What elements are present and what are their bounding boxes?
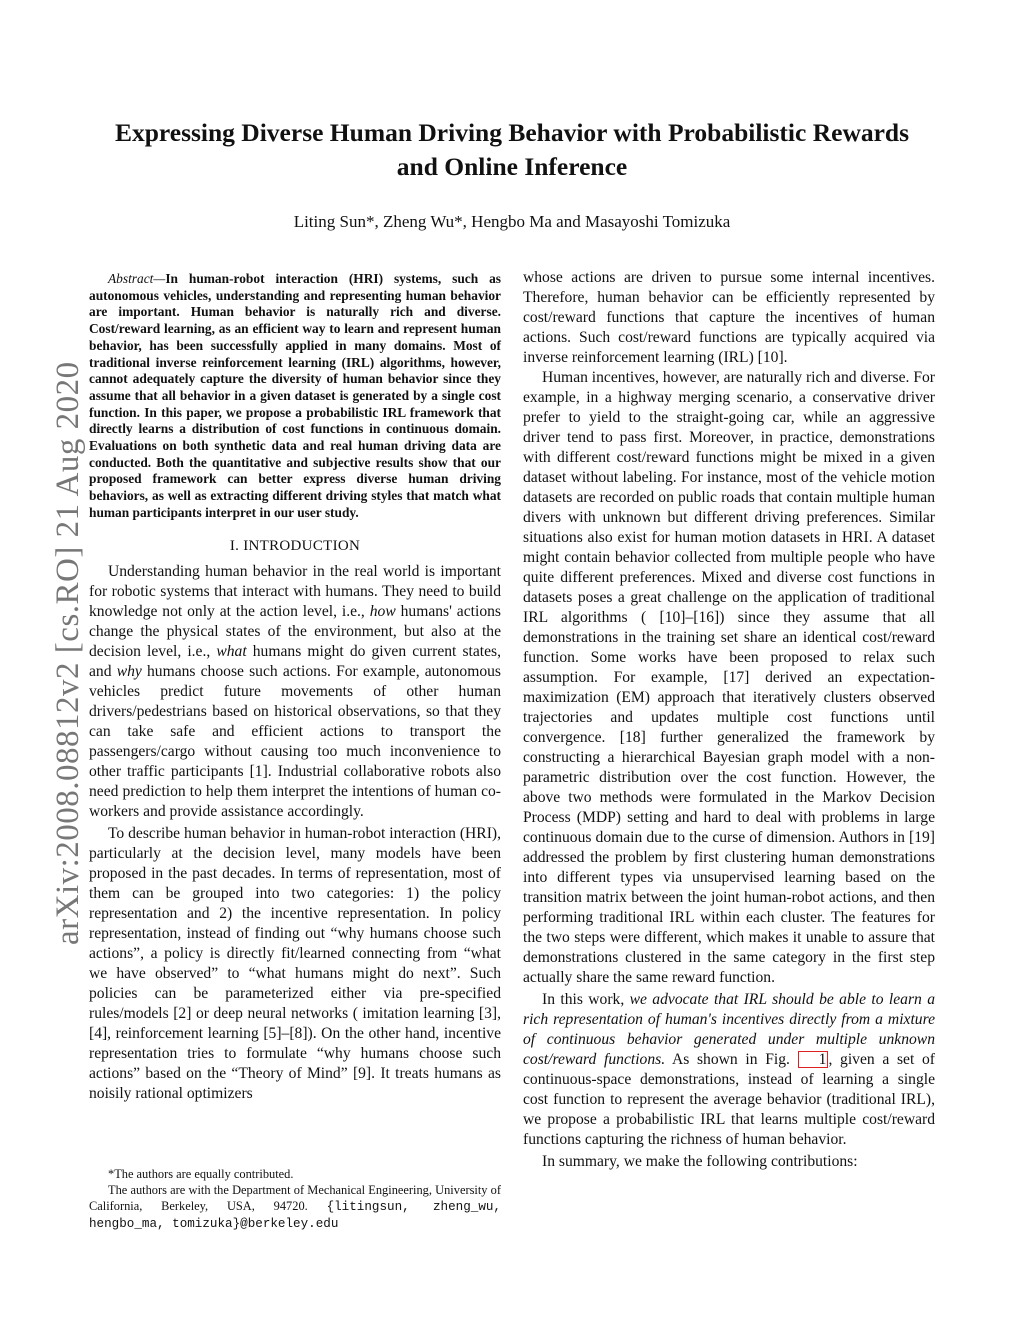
figure-1-link[interactable]: 1 [798, 1051, 829, 1068]
left-column [89, 268, 501, 1104]
author-list: Liting Sun*, Zheng Wu*, Hengbo Ma and Masayoshi Tomizuka [293, 212, 731, 231]
emphasis-what: what [216, 642, 247, 660]
intro-paragraph-1: Understanding human behavior in the real world is important for robotic systems that interact with humans. They need to build knowledge not only at the action level, i.e., how humans' actions change the physical states of the environment, but also at the decision level, i.e., what humans might do given current states, and why humans choose such actions. For example, autonomous vehicles predict future movements of other human drivers/pedestrians based on historical observations, so that they can take safe and efficient actions to transport the passengers/cargo without causing too much inconvenience to other traffic participants [1]. Industrial collaborative robots also need prediction to help them interpret the intentions of human co-workers and provide assistance accordingly. [89, 562, 501, 820]
footnotes [89, 1166, 501, 1232]
author-emails[interactable]: {litingsun, zheng_wu, hengbo_ma, tomizuka}@berkeley.edu [89, 1200, 501, 1231]
abstract-label: Abstract— [108, 271, 166, 286]
emphasis-how: how [369, 602, 396, 620]
intro-paragraph-3: whose actions are driven to pursue some internal incentives. Therefore, human behavior can be efficiently represented by cost/reward functions that capture the incentives of human actions. Such cost/reward functions are typically acquired via inverse reinforcement learning (IRL) [10]. [523, 269, 935, 366]
section-heading-introduction: I. INTRODUCTION [229, 537, 361, 554]
paper-title: Expressing Diverse Human Driving Behavior with Probabilistic Rewards and Online Inference [114, 118, 910, 181]
intro-paragraph-4: Human incentives, however, are naturally rich and diverse. For example, in a highway merging scenario, a conservative driver prefer to yield to the straight-going car, while an aggressive driver tend to pass first. Moreover, in practice, demonstrations with different cost/reward functions might be mixed in a given dataset without labeling. For instance, most of the vehicle motion datasets are recorded on public roads that contain multiple human divers with unknown but different driving preferences. Similar situations also exist for human motion datasets in HRI. A dataset might contain behavior collected from multiple people who have quite different preferences. Mixed and diverse cost functions in datasets poses a great challenge on the application of traditional IRL algorithms ( [10]–[16]) since they assume that all demonstrations in the training set share an identical cost/reward function. Some works have been proposed to relax such assumption. For example, [17] derived an expectation-maximization (EM) approach that iteratively clusters observed trajectories and updates multiple cost functions until convergence. [18] further generalized the framework by constructing a hierarchical Bayesian graph model with a non-parametric distribution over the cost function. However, the above two methods were formulated in the Markov Decision Process (MDP) setting and hard to deal with problems in large continuous domain due to the curse of dimension. Authors in [19] addressed the problem by first clustering human demonstrations into different types via unsupervised learning based on the transition matrix between the joint human-robot actions, and then performing traditional IRL within each cluster. The features for the two steps were different, which makes it unable to assure that demonstrations clustered in the same category in the first step actually share the same reward function. [523, 369, 935, 986]
arxiv-identifier-stamp[interactable]: arXiv:2008.08812v2 [cs.RO] 21 Aug 2020 [50, 361, 86, 945]
abstract [89, 271, 501, 522]
emphasis-advocacy: we advocate that IRL should be able to learn a rich representation of human's incentives directly from a mixture of continuous behavior generated under multiple unknown cost/reward functions. [523, 991, 935, 1068]
emphasis-why: why [116, 662, 142, 680]
right-column [523, 268, 935, 1172]
abstract-text: In human-robot interaction (HRI) systems, such as autonomous vehicles, understanding and representing human behavior are important. Human behavior is naturally rich and diverse. Cost/reward learning, as an efficient way to learn and represent human behavior, has been successfully applied in many domains. Most of traditional inverse reinforcement learning (IRL) algorithms, however, cannot adequately capture the diversity of human behavior since they assume that all behavior in a given dataset is generated by a single cost function. In this paper, we propose a probabilistic IRL framework that directly learns a distribution of cost functions in continuous domain. Evaluations on both synthetic data and real human driving data are conducted. Both the quantitative and subjective results show that our proposed framework can better express diverse human driving behaviors, as well as extracting different driving styles that match what human participants interpret in our user study. [89, 271, 501, 520]
footnote-affiliation: The authors are with the Department of Mechanical Engineering, University of California, Berkeley, USA, 94720. {litingsun, zheng_wu, hengbo_ma, tomizuka}@berkeley.edu [89, 1183, 501, 1231]
intro-paragraph-6: In summary, we make the following contributions: [542, 1153, 858, 1170]
footnote-equal-contribution: *The authors are equally contributed. [108, 1167, 294, 1181]
intro-paragraph-5: In this work, we advocate that IRL should be able to learn a rich representation of human's incentives directly from a mixture of continuous behavior generated under multiple unknown cost/reward functions. As shown in Fig. 1 , given a set of continuous-space demonstrations, instead of learning a single cost function to represent the average behavior (traditional IRL), we propose a probabilistic IRL that learns multiple cost/reward functions capturing the richness of human behavior. [523, 991, 936, 1148]
intro-paragraph-2: To describe human behavior in human-robot interaction (HRI), particularly at the decision level, many models have been proposed in the past decades. In terms of representation, most of them can be grouped into two categories: 1) the policy representation and 2) the incentive representation. In policy representation, instead of finding out “why humans choose such actions”, a policy is directly fit/learned connecting from “what we have observed” to “what humans might do next”. Such policies can be parameterized either via pre-specified rules/models [2] or deep neural networks ( imitation learning [3], [4], reinforcement learning [5]–[8]). On the other hand, incentive representation tries to formulate “why humans choose such actions” based on the “Theory of Mind” [9]. It treats humans as noisily rational optimizers [89, 824, 501, 1102]
